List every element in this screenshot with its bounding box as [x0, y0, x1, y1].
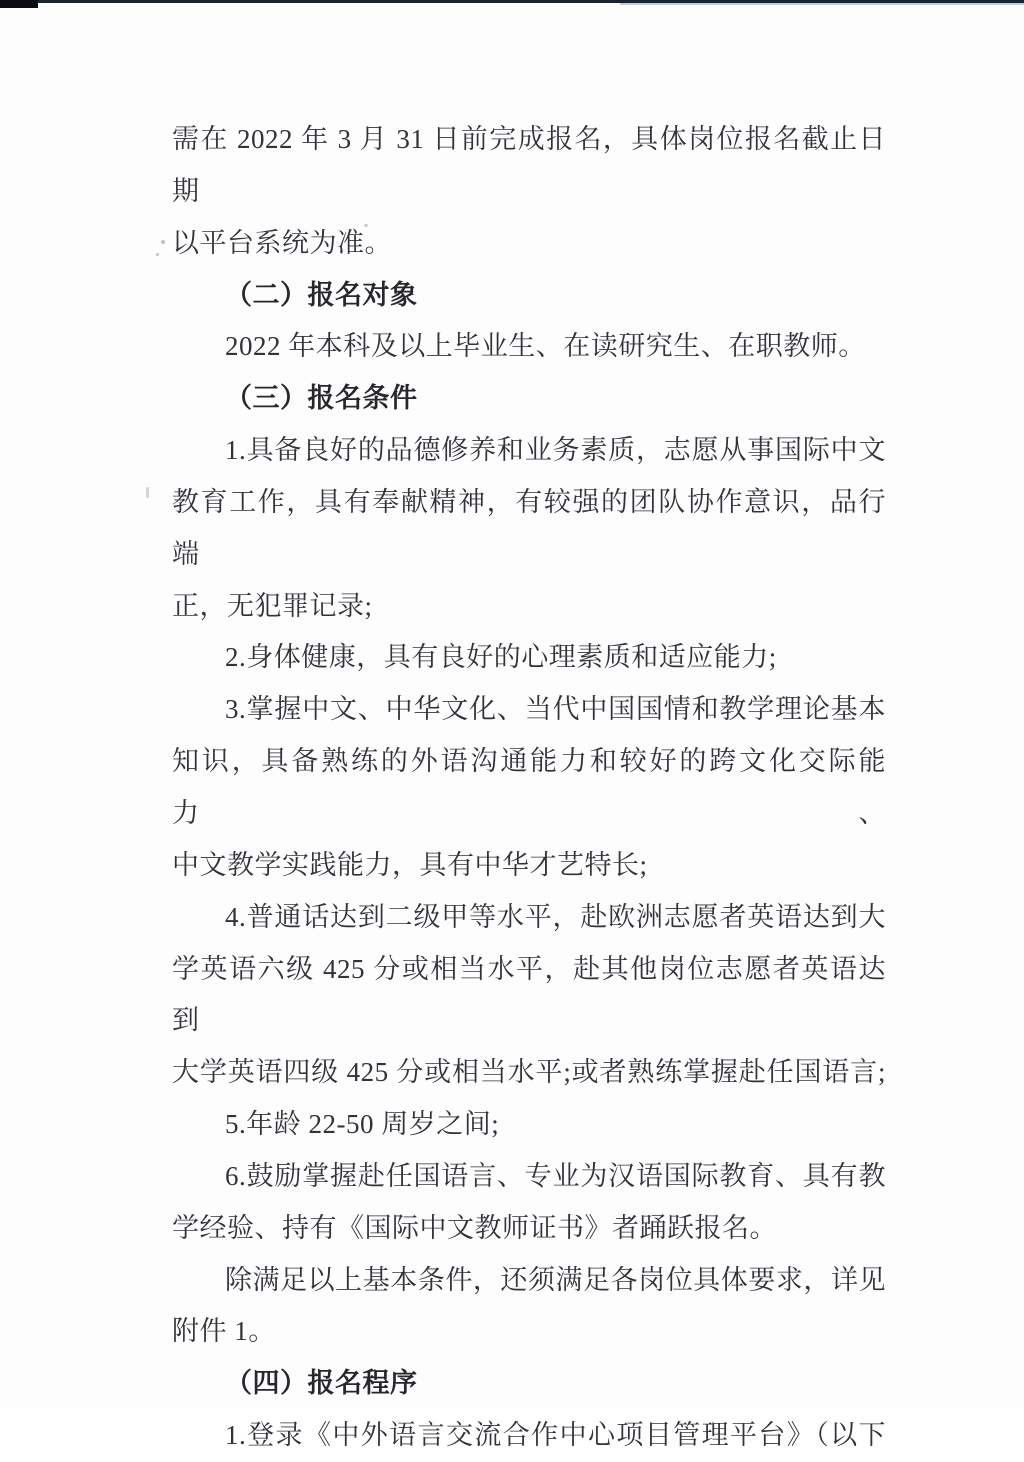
doc-line: 除满足以上基本条件，还须满足各岗位具体要求，详见 — [225, 1264, 886, 1295]
scan-speck-artifact — [161, 240, 165, 244]
section-heading: （三）报名条件 — [225, 383, 418, 414]
doc-line: 2022 年本科及以上毕业生、在读研究生、在职教师。 — [225, 331, 866, 362]
scan-speck-artifact — [156, 253, 159, 256]
doc-line: 知识，具备熟练的外语沟通能力和较好的跨文化交际能力、 — [172, 746, 886, 828]
doc-line: 3.掌握中文、中华文化、当代中国国情和教学理论基本 — [225, 694, 886, 725]
doc-line: 中文教学实践能力，具有中华才艺特长; — [172, 849, 648, 880]
doc-line: 以平台系统为准。 — [172, 227, 392, 258]
section-heading: （二）报名对象 — [225, 279, 418, 310]
doc-line: 学经验、持有《国际中文教师证书》者踊跃报名。 — [172, 1212, 777, 1243]
doc-line: 正，无犯罪记录; — [172, 590, 373, 621]
doc-line: 教育工作，具有奉献精神，有较强的团队协作意识，品行端 — [172, 486, 886, 569]
doc-line: 4.普通话达到二级甲等水平，赴欧洲志愿者英语达到大 — [225, 901, 886, 932]
doc-line: 1.登录《中外语言交流合作中心项目管理平台》（以下 — [225, 1420, 886, 1451]
scan-speck-artifact — [146, 487, 149, 498]
doc-line: 附件 1。 — [172, 1316, 276, 1347]
doc-line: 大学英语四级 425 分或相当水平;或者熟练掌握赴任国语言; — [172, 1057, 886, 1088]
scan-top-edge-tint-artifact — [620, 3, 1024, 5]
doc-line: 学英语六级 425 分或相当水平，赴其他岗位志愿者英语达到 — [172, 953, 886, 1036]
section-heading: （四）报名程序 — [225, 1368, 418, 1399]
doc-line: 6.鼓励掌握赴任国语言、专业为汉语国际教育、具有教 — [225, 1160, 886, 1191]
scan-corner-mark-artifact — [0, 0, 38, 8]
doc-line: 1.具备良好的品德修养和业务素质，志愿从事国际中文 — [225, 435, 886, 466]
doc-line: 2.身体健康，具有良好的心理素质和适应能力; — [225, 642, 777, 673]
doc-line: 5.年龄 22-50 周岁之间; — [225, 1109, 500, 1140]
document-text-block — [172, 114, 886, 1462]
doc-line: 需在 2022 年 3 月 31 日前完成报名，具体岗位报名截止日期 — [172, 124, 886, 206]
